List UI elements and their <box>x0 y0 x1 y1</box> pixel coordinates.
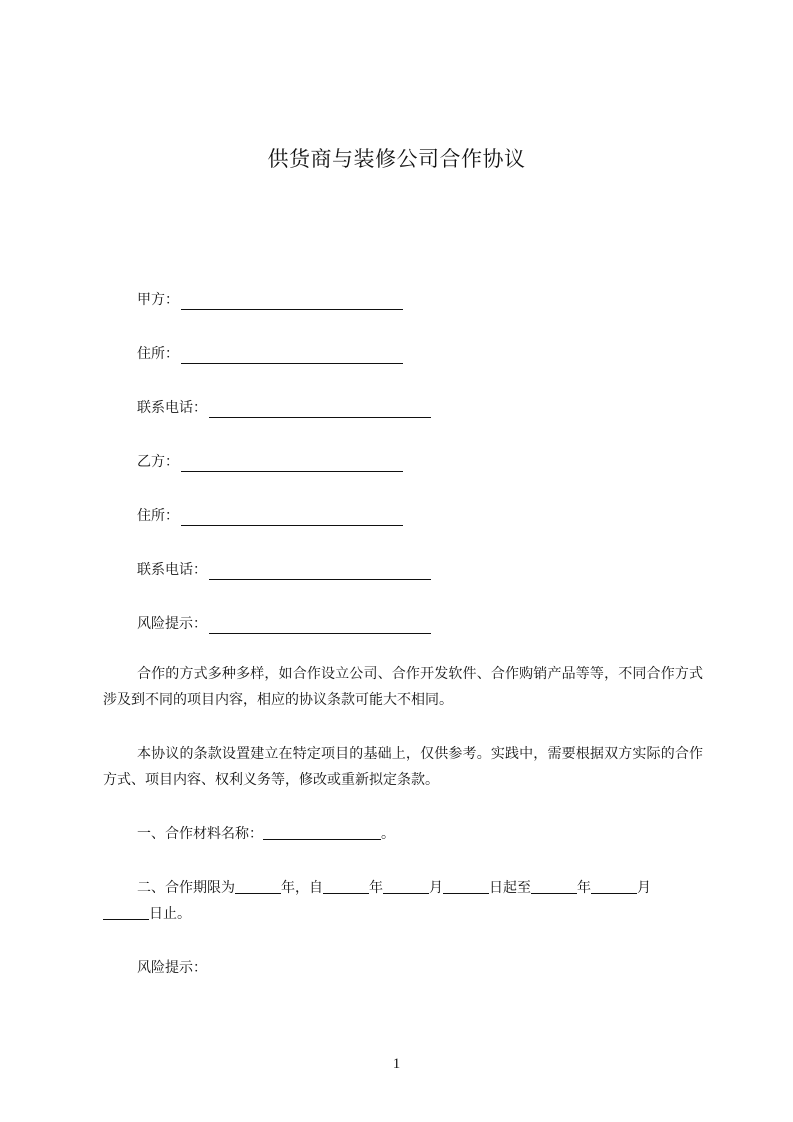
party-b-phone-field <box>137 560 431 580</box>
end-year-blank[interactable] <box>531 877 577 894</box>
end-day-blank[interactable] <box>103 903 149 920</box>
material-name-blank[interactable] <box>263 823 381 840</box>
party-a-label: 甲方： <box>137 292 179 308</box>
party-b-field <box>137 452 403 472</box>
start-day-blank[interactable] <box>443 877 489 894</box>
clause-2-line-2 <box>103 901 191 927</box>
party-b-address-field <box>137 506 403 526</box>
clause-1 <box>137 821 395 847</box>
clause-2-line-1 <box>137 875 651 901</box>
party-b-phone-label: 联系电话： <box>137 562 207 578</box>
party-a-phone-label: 联系电话： <box>137 400 207 416</box>
party-b-label: 乙方： <box>137 454 179 470</box>
term-years-blank[interactable] <box>235 877 281 894</box>
clause-1-end: 。 <box>381 826 395 842</box>
document-title: 供货商与装修公司合作协议 <box>267 147 526 171</box>
clause-2-text-7: 月 <box>637 880 651 896</box>
party-a-blank[interactable] <box>181 294 403 310</box>
party-b-address-blank[interactable] <box>181 510 403 526</box>
clause-2-text-8: 日止。 <box>149 906 191 922</box>
party-a-field <box>137 290 403 310</box>
party-a-address-label: 住所： <box>137 346 179 362</box>
party-a-address-field <box>137 344 403 364</box>
clause-1-label: 一、合作材料名称： <box>137 826 263 842</box>
risk-warning-label: 风险提示： <box>137 616 207 632</box>
end-month-blank[interactable] <box>591 877 637 894</box>
party-a-phone-blank[interactable] <box>209 402 431 418</box>
start-month-blank[interactable] <box>383 877 429 894</box>
clause-2-text-5: 日起至 <box>489 880 531 896</box>
intro-paragraph-2: 本协议的条款设置建立在特定项目的基础上，仅供参考。实践中，需要根据双方实际的合作方式、项目内容、权利义务等，修改或重新拟定条款。 <box>103 746 703 788</box>
clause-2-text-2: 年，自 <box>281 880 323 896</box>
clause-2-text-3: 年 <box>369 880 383 896</box>
page-number: 1 <box>392 1056 401 1072</box>
clause-2-text-4: 月 <box>429 880 443 896</box>
party-b-blank[interactable] <box>181 456 403 472</box>
party-a-phone-field <box>137 398 431 418</box>
start-year-blank[interactable] <box>323 877 369 894</box>
clause-2-text-1: 二、合作期限为 <box>137 880 235 896</box>
clause-2-text-6: 年 <box>577 880 591 896</box>
risk-warning-blank[interactable] <box>209 618 431 634</box>
party-a-address-blank[interactable] <box>181 348 403 364</box>
party-b-address-label: 住所： <box>137 508 179 524</box>
risk-warning-heading: 风险提示： <box>137 960 207 976</box>
intro-paragraph-1: 合作的方式多种多样，如合作设立公司、合作开发软件、合作购销产品等等，不同合作方式涉及到不同的项目内容，相应的协议条款可能大不相同。 <box>103 666 703 708</box>
risk-warning-field <box>137 614 431 634</box>
party-b-phone-blank[interactable] <box>209 564 431 580</box>
